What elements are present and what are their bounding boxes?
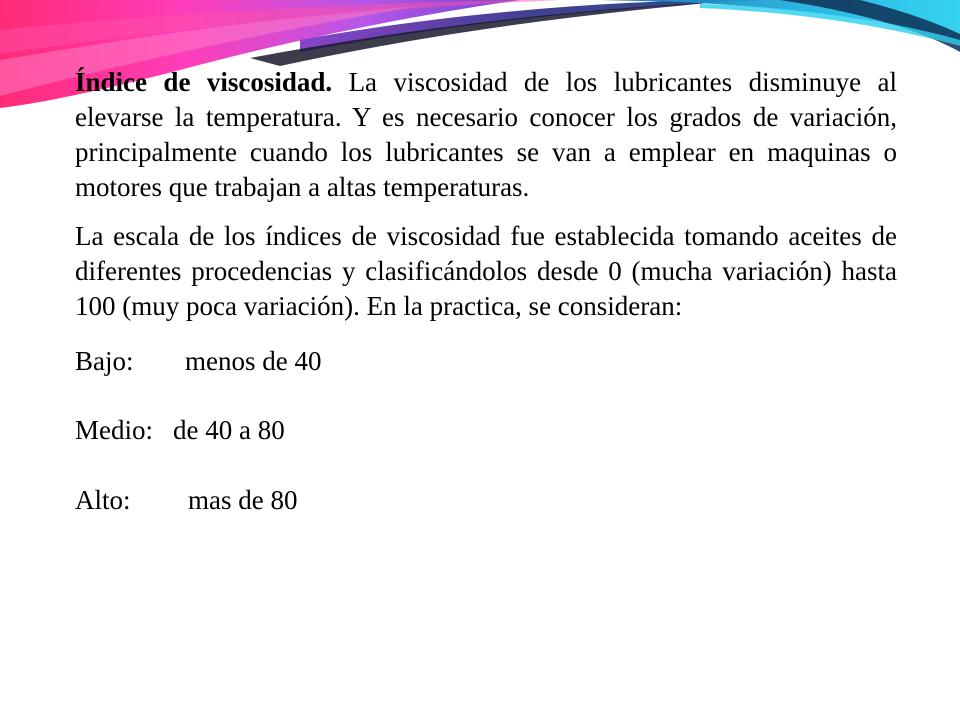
level-high-label: Alto: <box>75 485 131 515</box>
level-medium <box>75 413 897 448</box>
level-high <box>75 483 897 518</box>
level-medium-value: de 40 a 80 <box>173 415 285 445</box>
viscosity-index-paragraph <box>75 65 897 205</box>
slide-content <box>75 65 897 518</box>
level-high-value: mas de 80 <box>188 485 298 515</box>
level-low-label: Bajo: <box>75 346 134 376</box>
level-low <box>75 344 897 379</box>
level-medium-label: Medio: <box>75 415 153 445</box>
viscosity-index-heading: Índice de viscosidad. <box>75 67 333 97</box>
viscosity-scale-paragraph: La escala de los índices de viscosidad fue establecida tomando aceites de diferentes procedencias y clasificándolos desde 0 (mucha variación) hasta 100 (muy poca variación). En la practica, se consideran: <box>75 221 897 321</box>
viscosity-index-text: La viscosidad de los lubricantes disminuye al elevarse la temperatura. Y es necesario conocer los grados de variación, principalmente cuando los lubricantes se van a emplear en maquinas o motores que trabajan a altas temperaturas. <box>75 67 897 202</box>
level-low-value: menos de 40 <box>185 346 322 376</box>
